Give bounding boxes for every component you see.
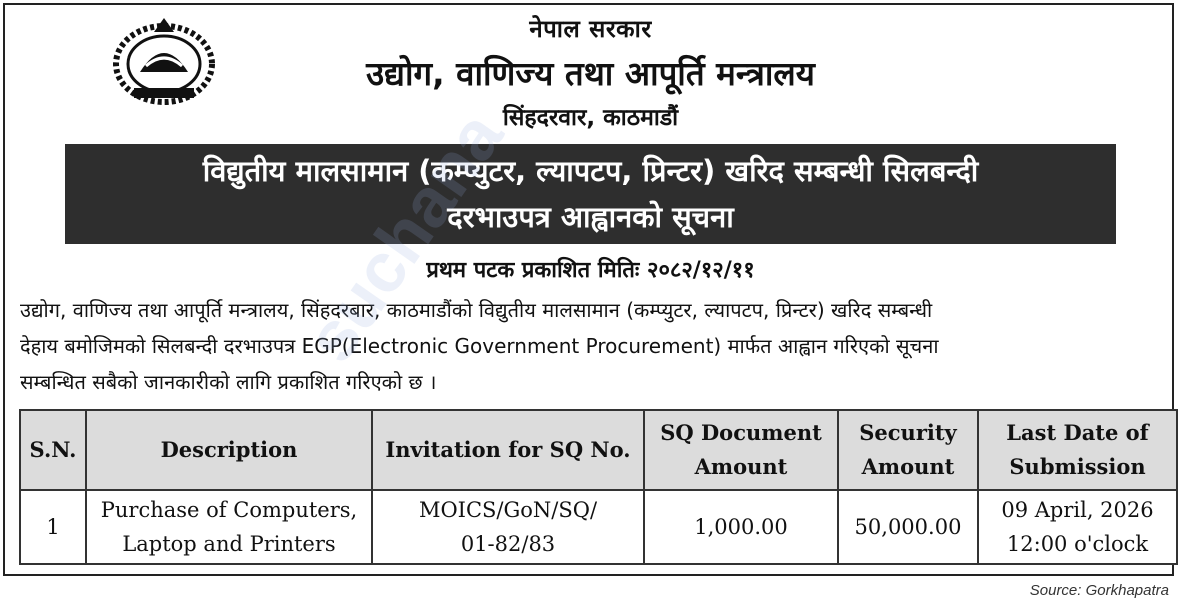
header-last-date-line-1: Last Date of — [1006, 420, 1149, 445]
cell-security-amount: 50,000.00 — [838, 490, 978, 564]
government-name: नेपाल सरकार — [529, 15, 652, 43]
header-security-line-1: Security — [859, 420, 957, 445]
notice-title-banner — [65, 144, 1116, 244]
source-credit: Source: Gorkhapatra — [1029, 582, 1169, 599]
notice-title-line-2: दरभाउपत्र आह्वानको सूचना — [447, 200, 734, 234]
header-last-date — [978, 410, 1177, 490]
cell-last-date — [978, 490, 1177, 564]
ministry-name: उद्योग, वाणिज्य तथा आपूर्ति मन्त्रालय — [366, 54, 815, 93]
cell-sn: 1 — [20, 490, 86, 564]
header-last-date-line-2: Submission — [1009, 454, 1146, 479]
cell-description — [86, 490, 372, 564]
notice-body — [20, 292, 1162, 400]
cell-last-date-line-1: 09 April, 2026 — [1001, 498, 1154, 522]
published-date: प्रथम पटक प्रकाशित मितिः २०८२/१२/११ — [426, 258, 755, 283]
table-row — [20, 490, 1177, 564]
cell-last-date-line-2: 12:00 o'clock — [1006, 532, 1149, 556]
header-description: Description — [86, 410, 372, 490]
procurement-table — [19, 409, 1178, 565]
notice-body-line-2: देहाय बमोजिमको सिलबन्दी दरभाउपत्र EGP(Electronic Government Procurement) मार्फत आह्वान गरिएको सूचना — [20, 334, 939, 358]
header-sq-document-line-2: Amount — [694, 454, 788, 479]
header-invitation: Invitation for SQ No. — [372, 410, 644, 490]
cell-invitation-line-2: 01-82/83 — [460, 532, 556, 556]
cell-invitation-line-1: MOICS/GoN/SQ/ — [418, 498, 598, 522]
cell-description-line-1: Purchase of Computers, — [100, 498, 358, 522]
header-sq-document-amount — [644, 410, 838, 490]
header-sq-document-line-1: SQ Document — [660, 420, 822, 445]
header-sn: S.N. — [20, 410, 86, 490]
header-security-line-2: Amount — [861, 454, 955, 479]
cell-invitation — [372, 490, 644, 564]
notice-title-line-1: विद्युतीय मालसामान (कम्प्युटर, ल्यापटप, प्रिन्टर) खरिद सम्बन्धी सिलबन्दी — [202, 154, 979, 188]
cell-description-line-2: Laptop and Printers — [122, 532, 336, 556]
notice-body-line-1: उद्योग, वाणिज्य तथा आपूर्ति मन्त्रालय, सिंहदरबार, काठमाडौंको विद्युतीय मालसामान (कम्प्युटर, ल्यापटप, प्रिन्टर) खरिद सम्बन्धी — [20, 298, 933, 322]
notice-body-line-3: सम्बन्धित सबैको जानकारीको लागि प्रकाशित गरिएको छ । — [20, 370, 437, 394]
cell-sq-amount: 1,000.00 — [644, 490, 838, 564]
table-header-row — [20, 410, 1177, 490]
header-security-amount — [838, 410, 978, 490]
ministry-location: सिंहदरवार, काठमाडौं — [502, 105, 679, 131]
